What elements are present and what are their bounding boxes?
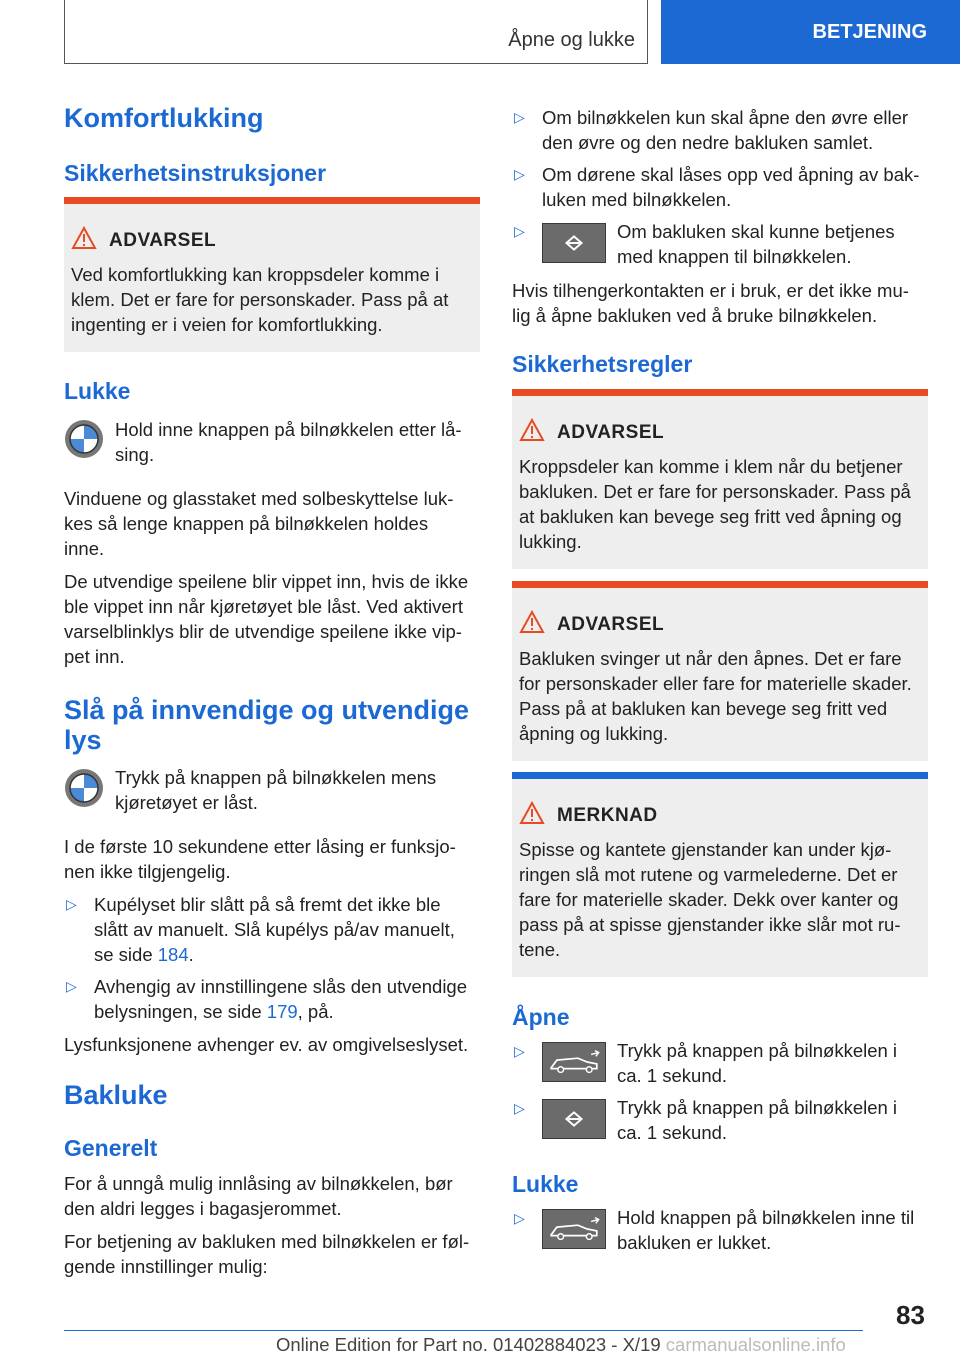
page-link-179[interactable]: 179	[266, 1001, 298, 1022]
apne-line: Trykk på knappen på bilnøkkelen i	[617, 1097, 898, 1118]
bullet-line: se side	[94, 944, 158, 965]
lys-text-line: Trykk på knappen på bilnøkkelen mens	[115, 767, 437, 788]
warning-line: ingenting er i veien for komfortlukking.	[71, 314, 383, 335]
paragraph-line: Vinduene og glasstaket med solbeskyttelse luk-	[64, 488, 454, 509]
warning-line: klem. Det er fare for personskader. Pass på at	[71, 289, 449, 310]
paragraph-line: gende innstillinger mulig:	[64, 1256, 268, 1277]
heading-lys	[64, 695, 469, 755]
bullet-icon: ▷	[514, 166, 525, 182]
bullet-line: Avhengig av innstillingene slås den utvendige	[94, 976, 468, 997]
warning-triangle-icon	[519, 801, 545, 825]
bullet-line: Om bilnøkkelen kun skal åpne den øvre eller	[542, 107, 909, 128]
paragraph-line: pet inn.	[64, 646, 125, 667]
bullet-line: Kupélyset blir slått på så fremt det ikke ble	[94, 894, 441, 915]
warning-title: ADVARSEL	[557, 614, 665, 635]
footer-edition	[276, 1334, 846, 1356]
paragraph-line: inne.	[64, 538, 105, 559]
tailgate-button-icon	[542, 1099, 606, 1139]
bullet-icon: ▷	[66, 978, 77, 994]
warning-title: ADVARSEL	[109, 230, 217, 251]
bullet-icon: ▷	[66, 896, 77, 912]
paragraph-line: Hvis tilhengerkontakten er i bruk, er det ikke mu-	[512, 280, 909, 301]
paragraph-line: De utvendige speilene blir vippet inn, hvis de ikke	[64, 571, 469, 592]
section-title: Åpne og lukke	[508, 29, 635, 51]
bmw-key-icon	[64, 768, 104, 808]
bullet-icon: ▷	[514, 109, 525, 125]
car-tailgate-icon	[542, 1209, 606, 1249]
lukke-text-line: Hold inne knappen på bilnøkkelen etter lå-	[115, 419, 462, 440]
car-tailgate-icon	[542, 1042, 606, 1082]
bullet-icon: ▷	[514, 1043, 525, 1059]
bullet-line: slått av manuelt. Slå kupélys på/av manuelt,	[94, 919, 455, 940]
warning-line: bakluken. Det er fare for personskader. Pass på	[519, 481, 911, 502]
paragraph-line: kes så lenge knappen på bilnøkkelen holdes	[64, 513, 429, 534]
warning-box-2	[512, 389, 928, 569]
edition-text: Online Edition for Part no. 01402884023 - X/19	[276, 1334, 661, 1355]
heading-apne: Åpne	[512, 1004, 570, 1030]
bmw-key-icon	[64, 419, 104, 459]
bullet-line: Om dørene skal låses opp ved åpning av bak-	[542, 164, 920, 185]
tailgate-button-icon	[542, 223, 606, 263]
bullet-end: .	[188, 944, 194, 965]
note-box	[512, 772, 928, 977]
lukke2-line: bakluken er lukket.	[617, 1232, 772, 1253]
note-line: Spisse og kantete gjenstander kan under kjø-	[519, 839, 892, 860]
footer-divider	[64, 1330, 863, 1331]
lys-text-line: kjøretøyet er låst.	[115, 792, 258, 813]
warning-line: Bakluken svinger ut når den åpnes. Det er fare	[519, 648, 902, 669]
paragraph-line: For betjening av bakluken med bilnøkkelen er føl-	[64, 1231, 470, 1252]
warning-title: ADVARSEL	[557, 422, 665, 443]
lukke-text-line: sing.	[115, 444, 155, 465]
note-line: tene.	[519, 939, 561, 960]
bullet-icon: ▷	[514, 1210, 525, 1226]
warning-line: åpning og lukking.	[519, 723, 669, 744]
paragraph-line: lig å åpne bakluken ved å bruke bilnøkkelen.	[512, 305, 878, 326]
bullet-icon: ▷	[514, 1100, 525, 1116]
apne-line: Trykk på knappen på bilnøkkelen i	[617, 1040, 898, 1061]
warning-line: Kroppsdeler kan komme i klem når du betjener	[519, 456, 903, 477]
note-line: pass på at spisse gjenstander ikke slår mot ru-	[519, 914, 901, 935]
heading-sikkerhetsinstruksjoner: Sikkerhetsinstruksjoner	[64, 160, 327, 186]
paragraph-line: den aldri legges i bagasjerommet.	[64, 1198, 342, 1219]
note-line: fare for materielle skader. Dekk over kanter og	[519, 889, 899, 910]
bullet-icon: ▷	[514, 223, 525, 239]
paragraph-line: For å unngå mulig innlåsing av bilnøkkelen, bør	[64, 1173, 453, 1194]
chapter-tab: BETJENING	[661, 0, 960, 64]
heading-lukke: Lukke	[64, 378, 131, 404]
bullet-line: luken med bilnøkkelen.	[542, 189, 732, 210]
bullet-line: den øvre og den nedre bakluken samlet.	[542, 132, 874, 153]
paragraph-line: nen ikke tilgjengelig.	[64, 861, 231, 882]
warning-line: at bakluken kan bevege seg fritt ved åpning og	[519, 506, 902, 527]
heading-sikkerhetsregler: Sikkerhetsregler	[512, 351, 693, 377]
bullet-line: med knappen til bilnøkkelen.	[617, 246, 852, 267]
heading-lukke-2: Lukke	[512, 1171, 579, 1197]
warning-triangle-icon	[519, 418, 545, 442]
warning-line: for personskader eller fare for materielle skader.	[519, 673, 912, 694]
bullet-end: , på.	[297, 1001, 334, 1022]
warning-line: Ved komfortlukking kan kroppsdeler komme i	[71, 264, 440, 285]
heading-lys-line: Slå på innvendige og utvendige	[64, 695, 470, 725]
apne-line: ca. 1 sekund.	[617, 1122, 728, 1143]
paragraph-line: varselblinklys blir de utvendige speilene ikke vip-	[64, 621, 462, 642]
note-title: MERKNAD	[557, 805, 658, 826]
page-link-184[interactable]: 184	[157, 944, 189, 965]
warning-box-3	[512, 581, 928, 761]
bullet-line: Om bakluken skal kunne betjenes	[617, 221, 895, 242]
heading-generelt: Generelt	[64, 1135, 158, 1161]
warning-line: Pass på at bakluken kan bevege seg fritt ved	[519, 698, 888, 719]
bullet-line: belysningen, se side	[94, 1001, 267, 1022]
apne-line: ca. 1 sekund.	[617, 1065, 728, 1086]
paragraph-line: ble vippet inn når kjøretøyet ble låst. Ved aktivert	[64, 596, 463, 617]
heading-lys-line: lys	[64, 725, 102, 755]
lukke2-line: Hold knappen på bilnøkkelen inne til	[617, 1207, 915, 1228]
watermark-text: carmanualsonline.info	[665, 1334, 846, 1355]
warning-triangle-icon	[519, 610, 545, 634]
note-line: ringen slå mot rutene og varmelederne. Det er	[519, 864, 898, 885]
heading-komfortlukking: Komfortlukking	[64, 103, 264, 133]
page-number: 83	[896, 1300, 925, 1330]
warning-triangle-icon	[71, 226, 97, 250]
paragraph-line: Lysfunksjonene avhenger ev. av omgivelseslyset.	[64, 1034, 469, 1055]
warning-line: lukking.	[519, 531, 582, 552]
paragraph-line: I de første 10 sekundene etter låsing er funksjo-	[64, 836, 456, 857]
warning-box-1	[64, 197, 480, 352]
heading-bakluke: Bakluke	[64, 1080, 168, 1110]
